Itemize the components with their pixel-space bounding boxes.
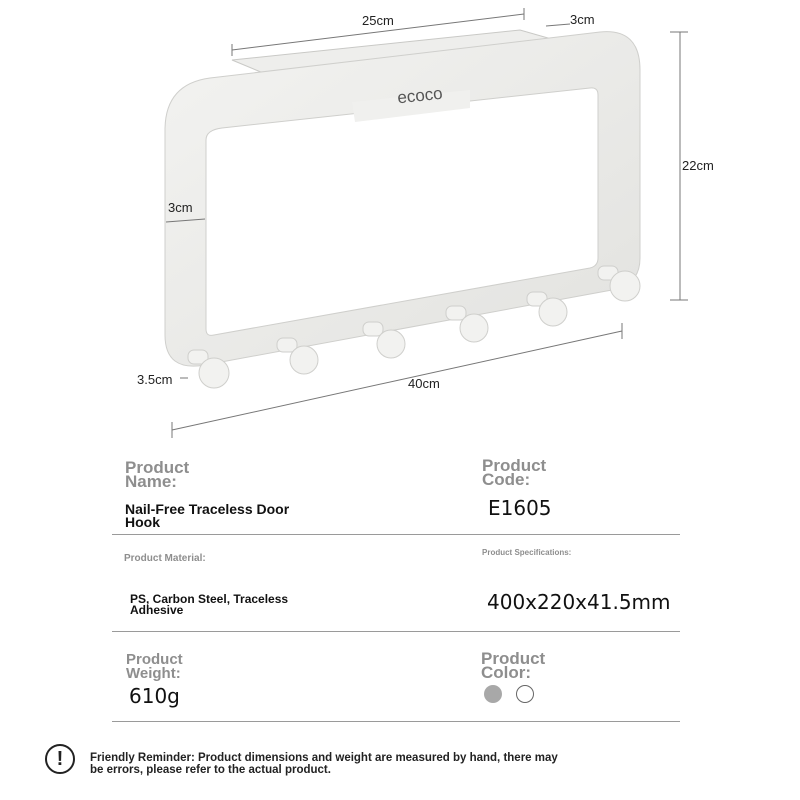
friendly-reminder: Friendly Reminder: Product dimensions and weight are measured by hand, there may be errors, please refer to the actual product. [90, 752, 558, 776]
spec-label: Product Specifications: [482, 548, 572, 557]
row-divider-3 [112, 721, 680, 722]
product-name-value: Nail-Free Traceless Door Hook [125, 501, 290, 530]
dim-top-width: 25cm [362, 13, 394, 28]
color-label: Product Color: [481, 649, 546, 682]
color-swatch-white[interactable] [516, 685, 534, 703]
product-name-label: Product Name: [125, 458, 190, 491]
material-value: PS, Carbon Steel, Traceless Adhesive [130, 592, 289, 617]
product-code-value: E1605 [488, 496, 552, 520]
exclamation-icon: ! [45, 744, 75, 774]
weight-label: Product Weight: [126, 651, 183, 682]
spec-value: 400x220x41.5mm [487, 590, 671, 614]
dim-frame-width: 3cm [168, 200, 193, 215]
material-label: Product Material: [124, 553, 206, 564]
color-swatch-gray[interactable] [484, 685, 502, 703]
row-divider-1 [112, 534, 680, 535]
weight-value: 610g [129, 684, 180, 708]
product-code-label: Product Code: [482, 456, 547, 489]
dim-hook-depth: 3.5cm [137, 372, 173, 387]
dim-depth: 3cm [570, 12, 595, 27]
row-divider-2 [112, 631, 680, 632]
dim-height: 22cm [682, 158, 714, 173]
brand-logo: ecoco [396, 83, 444, 108]
dim-total-width: 40cm [408, 376, 440, 391]
hook-frame [165, 32, 640, 366]
